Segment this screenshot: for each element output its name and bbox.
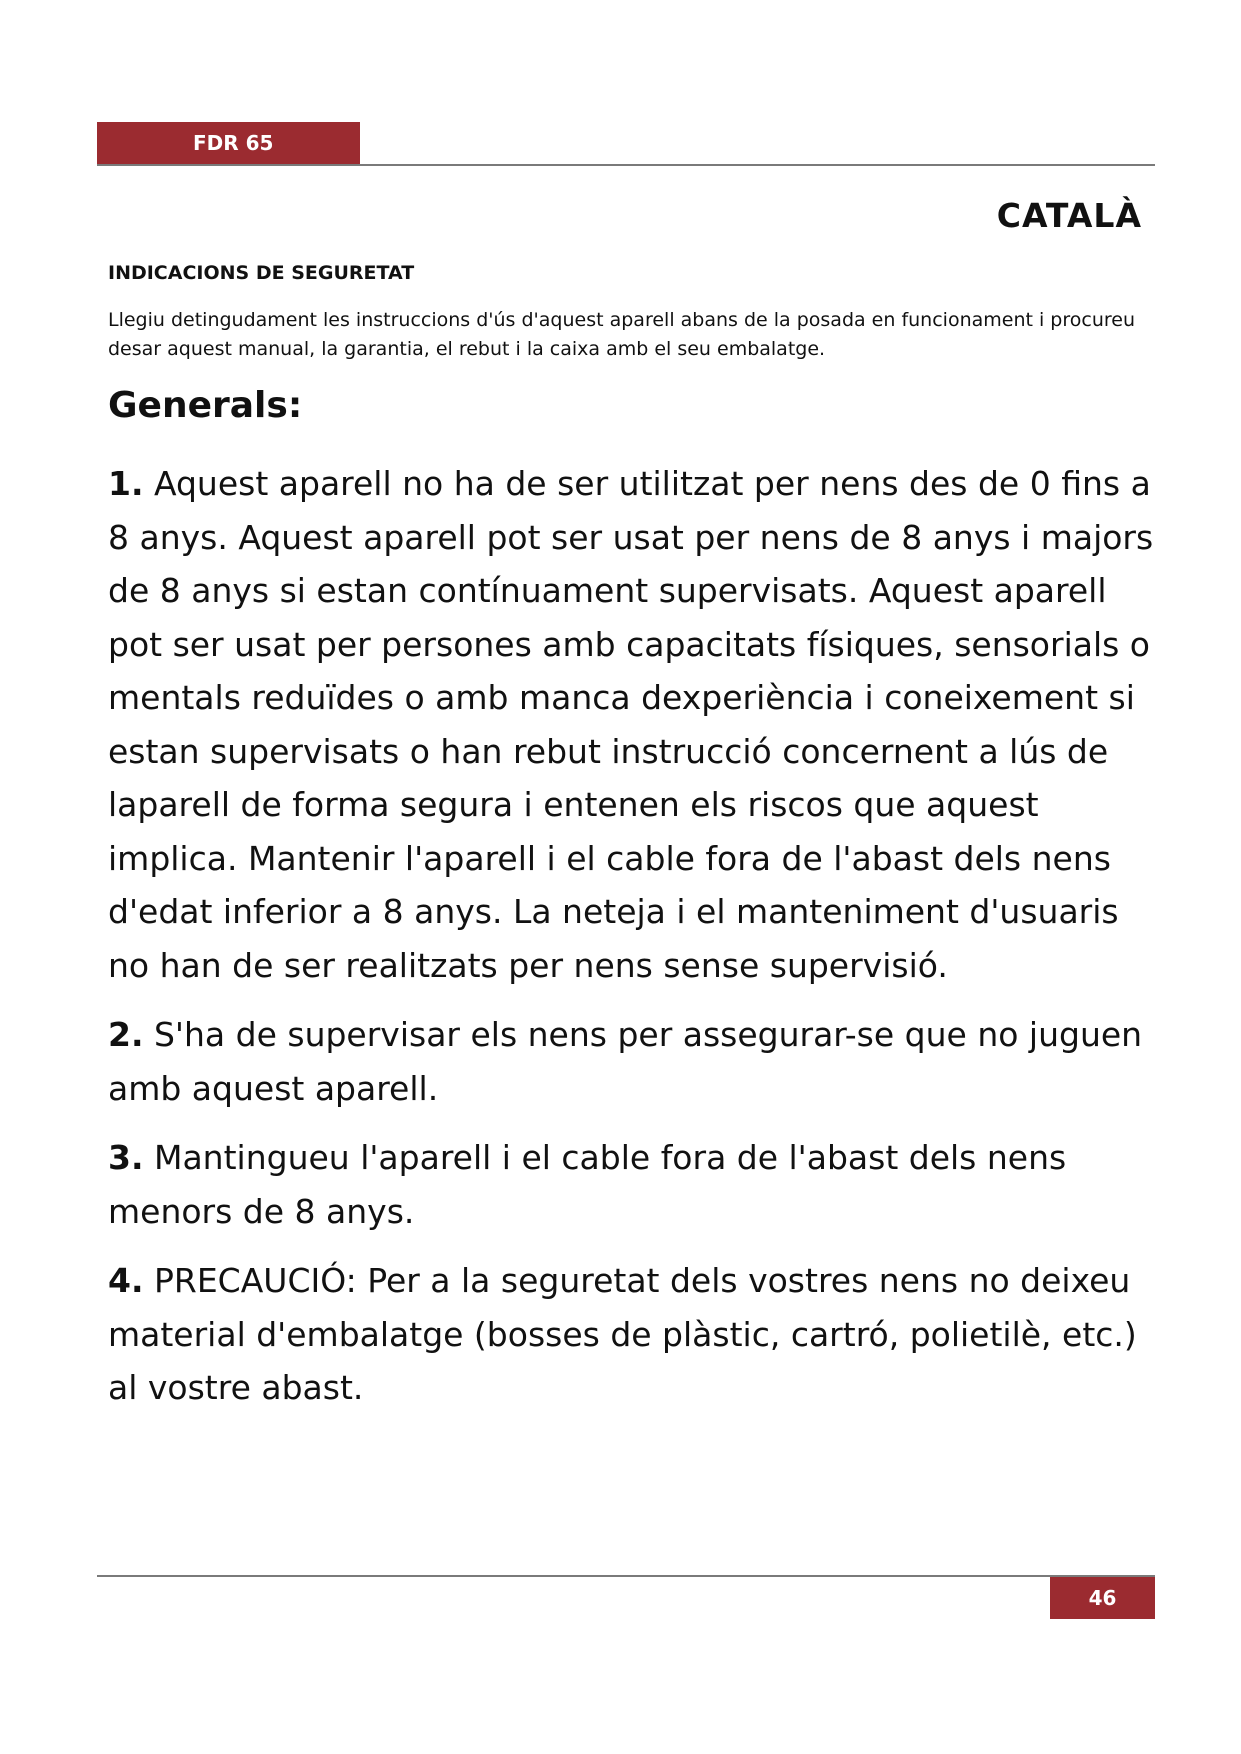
safety-item	[108, 1254, 1158, 1415]
safety-item	[108, 1008, 1158, 1115]
page-number-badge: 46	[1050, 1577, 1155, 1619]
subheading-generals: Generals:	[108, 385, 303, 426]
safety-item	[108, 1131, 1158, 1238]
safety-item-number: 3.	[108, 1138, 144, 1177]
header-divider	[97, 164, 1155, 166]
safety-item-number: 1.	[108, 464, 144, 503]
safety-item-number: 4.	[108, 1261, 144, 1300]
safety-item-number: 2.	[108, 1015, 144, 1054]
safety-item-text: S'ha de supervisar els nens per assegurar-se que no juguen amb aquest aparell.	[108, 1015, 1143, 1108]
safety-item-text: PRECAUCIÓ: Per a la seguretat dels vostres nens no deixeu material d'embalatge (bosses de plàstic, cartró, polietilè, etc.) al vostre abast.	[108, 1261, 1137, 1407]
section-title: INDICACIONS DE SEGURETAT	[108, 262, 415, 284]
safety-item	[108, 457, 1158, 992]
safety-item-list	[108, 457, 1158, 1431]
intro-paragraph: Llegiu detingudament les instruccions d'ús d'aquest aparell abans de la posada en funcionament i procureu desar aquest manual, la garantia, el rebut i la caixa amb el seu embalatge.	[108, 309, 1136, 360]
safety-item-text: Aquest aparell no ha de ser utilitzat per nens des de 0 fins a 8 anys. Aquest aparell pot ser usat per nens de 8 anys i majors de 8 anys si estan contínuament supervisats. Aquest aparell pot ser usat per persones amb capacitats físiques, sensorials o mentals reduïdes o amb manca dexperiència i coneixement si estan supervisats o han rebut instrucció concernent a lús de laparell de forma segura i entenen els riscos que aquest implica. Mantenir l'aparell i el cable fora de l'abast dels nens d'edat inferior a 8 anys. La neteja i el manteniment d'usuaris no han de ser realitzats per nens sense supervisió.	[108, 464, 1154, 985]
footer-divider	[97, 1575, 1155, 1577]
language-label: CATALÀ	[996, 196, 1142, 235]
safety-item-text: Mantingueu l'aparell i el cable fora de l'abast dels nens menors de 8 anys.	[108, 1138, 1067, 1231]
header-model-tab: FDR 65	[97, 122, 360, 164]
